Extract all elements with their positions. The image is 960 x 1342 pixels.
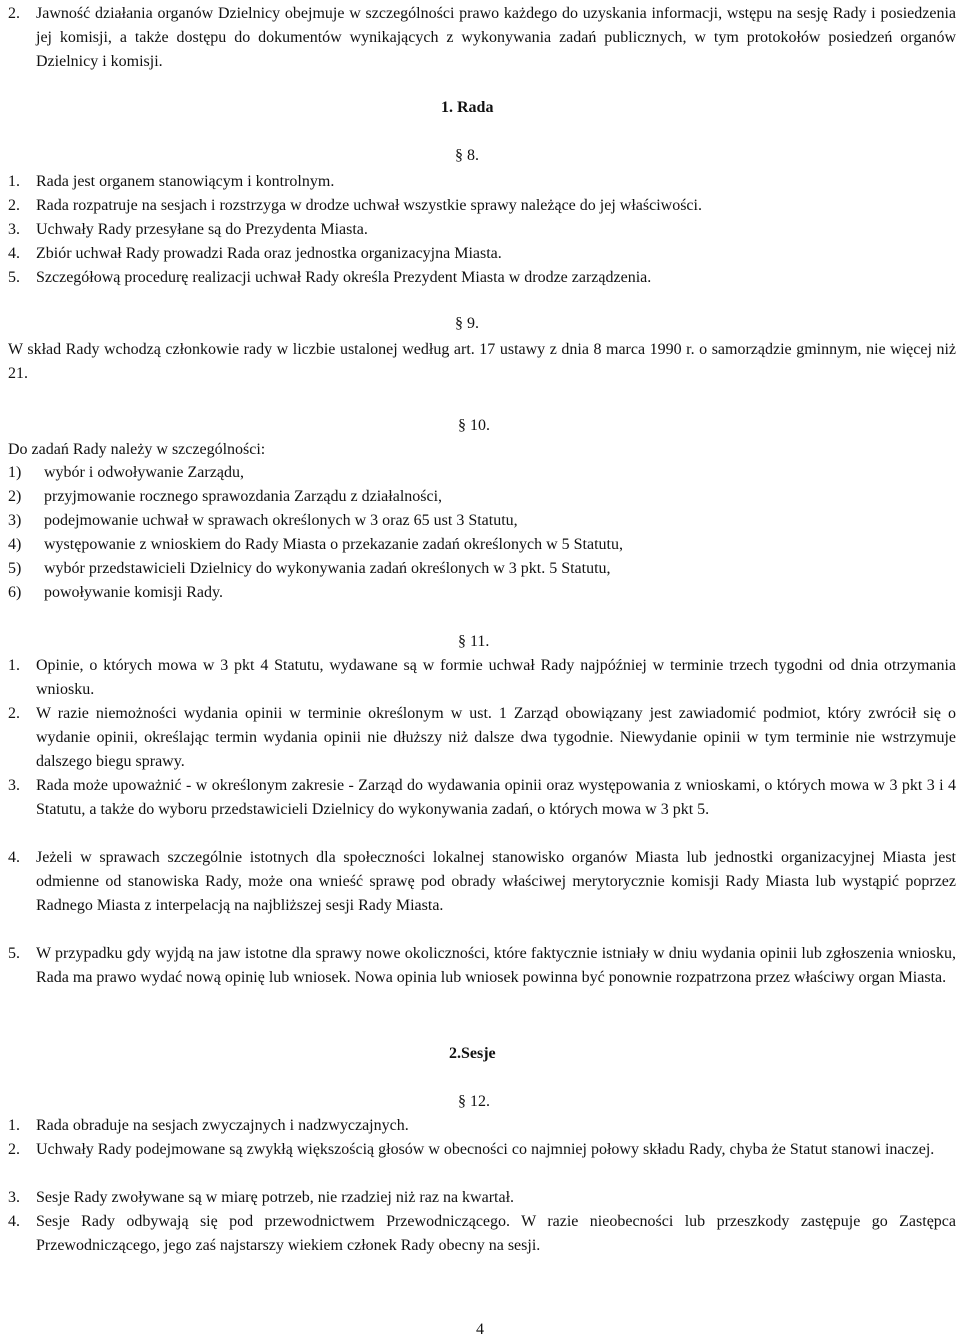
p10-list-item [8, 533, 623, 557]
p12-item [8, 1186, 956, 1210]
paragraph-10-number: 10. [470, 417, 490, 434]
p12-item [8, 1138, 956, 1162]
p11-item [8, 702, 956, 774]
item-text: Sesje Rady odbywają się pod przewodnictwem Przewodniczącego. W razie nieobecności lub przeszkody zastępuje go Zastępca Przewodniczącego, jego zaś najstarszy wiekiem członek Rady obecny na sesji. [36, 1213, 956, 1254]
item-number: 1. [8, 173, 20, 190]
item-number: 4. [8, 849, 20, 866]
item-text: Rada rozpatruje na sesjach i rozstrzyga w drodze uchwał wszystkie sprawy należące do jej właściwości. [36, 197, 702, 214]
paragraph-11-number: 11. [470, 633, 490, 650]
item-text: powoływanie komisji Rady. [44, 584, 223, 601]
paragraph-12-number: 12. [470, 1093, 490, 1110]
section-heading-rada: 1. Rada [441, 99, 494, 116]
item-number: 2. [8, 197, 20, 214]
paragraph-9-number: 9. [467, 315, 479, 332]
p12-item [8, 1210, 956, 1258]
item-text: Jeżeli w sprawach szczególnie istotnych dla społeczności lokalnej stanowisko organów Miasta lub jednostki organizacyjnej Miasta jest odmienne od stanowiska Rady, może ona wnieść sprawę pod obrady właściwej merytorycznie komisji Rady Miasta lub wystąpić poprzez Radnego Miasta z interpelacją na najbliższej sesji Rady Miasta. [36, 849, 956, 914]
p10-list-item [8, 461, 244, 485]
item-text: Opinie, o których mowa w 3 pkt 4 Statutu, wydawane są w formie uchwał Rady najpóźniej w terminie trzech tygodni od dnia otrzymania wniosku. [36, 657, 956, 698]
item-text: W przypadku gdy wyjdą na jaw istotne dla sprawy nowe okoliczności, które faktycznie istniały w dniu wydania opinii lub zgłoszenia wniosku, Rada ma prawo wydać nową opinię lub wniosek. Nowa opinia lub wniosek powinna być ponownie rozpatrzona przez właściwy organ Miasta. [36, 945, 956, 986]
item-number: 1. [8, 657, 20, 674]
paragraph-11-mark: § 11. [458, 633, 490, 650]
p10-list-item [8, 557, 611, 581]
item-number: 5. [8, 945, 20, 962]
item-text: Zbiór uchwał Rady prowadzi Rada oraz jednostka organizacyjna Miasta. [36, 245, 502, 262]
paragraph-9-mark: § 9. [455, 315, 479, 332]
item-text: Uchwały Rady przesyłane są do Prezydenta Miasta. [36, 221, 368, 238]
item-text: Jawność działania organów Dzielnicy obejmuje w szczególności prawo każdego do uzyskania informacji, wstępu na sesję Rady i posiedzenia jej komisji, a także dostępu do dokumentów wynikających z wykonywania zadań publicznych, w tym protokołów posiedzeń organów Dzielnicy i komisji. [36, 5, 956, 70]
item-number: 2. [8, 5, 20, 22]
paragraph-12-mark: § 12. [458, 1093, 490, 1110]
page-number: 4 [476, 1321, 484, 1338]
p8-item [8, 266, 956, 290]
item-number: 4) [8, 536, 22, 553]
p11-item [8, 654, 956, 702]
item-number: 4. [8, 1213, 20, 1230]
p8-item [8, 242, 956, 266]
p11-item [8, 846, 956, 918]
p10-list-item [8, 485, 442, 509]
item-number: 1. [8, 1117, 20, 1134]
item-text: Sesje Rady zwoływane są w miarę potrzeb, nie rzadziej niż raz na kwartał. [36, 1189, 515, 1206]
item-number: 2. [8, 705, 20, 722]
item-number: 5. [8, 269, 20, 286]
p8-item [8, 170, 956, 194]
item-number: 2. [8, 1141, 20, 1158]
p8-item [8, 218, 956, 242]
item-text: Rada obraduje na sesjach zwyczajnych i nadzwyczajnych. [36, 1117, 409, 1134]
paragraph-10-mark: § 10. [458, 417, 490, 434]
item-number: 5) [8, 560, 22, 577]
item-number: 4. [8, 245, 20, 262]
paragraph-8-number: 8. [467, 147, 479, 164]
item-number: 3. [8, 1189, 20, 1206]
p11-item [8, 774, 956, 822]
item-number: 2) [8, 488, 22, 505]
item-text: wybór przedstawicieli Dzielnicy do wykonywania zadań określonych w 3 pkt. 5 Statutu, [44, 560, 611, 577]
item-text: Rada może upoważnić - w określonym zakresie - Zarząd do wydawania opinii oraz występowania z wnioskami, o których mowa w 3 pkt 3 i 4 Statutu, a także do wyboru przedstawicieli Dzielnicy do wykonywania zadań, o których mowa w 3 pkt 5. [36, 777, 956, 818]
p12-item [8, 1114, 956, 1138]
item-number: 1) [8, 464, 22, 481]
item-text: przyjmowanie rocznego sprawozdania Zarządu z działalności, [44, 488, 443, 505]
section-heading-sesje: 2.Sesje [449, 1045, 496, 1062]
item-text: wybór i odwoływanie Zarządu, [44, 464, 244, 481]
p11-item [8, 942, 956, 990]
p8-item [8, 194, 956, 218]
paragraph-10-intro: Do zadań Rady należy w szczególności: [8, 441, 266, 458]
item-text: występowanie z wnioskiem do Rady Miasta o przekazanie zadań określonych w 5 Statutu, [44, 536, 623, 553]
item-text: W razie niemożności wydania opinii w terminie określonym w ust. 1 Zarząd obowiązany jest zawiadomić podmiot, który zwrócił się o wydanie opinii, określając termin wydania opinii nie dłuższy niż dalsze dwa tygodnie. Niewydanie opinii w tym terminie nie wstrzymuje dalszego biegu sprawy. [36, 705, 956, 770]
item-text: Rada jest organem stanowiącym i kontrolnym. [36, 173, 335, 190]
item-text: podejmowanie uchwał w sprawach określonych w 3 oraz 65 ust 3 Statutu, [44, 512, 518, 529]
item-text: Szczegółową procedurę realizacji uchwał Rady określa Prezydent Miasta w drodze zarządzenia. [36, 269, 652, 286]
item-number: 3) [8, 512, 22, 529]
top-paragraph [8, 2, 956, 74]
item-number: 6) [8, 584, 22, 601]
item-text: Uchwały Rady podejmowane są zwykłą większością głosów w obecności co najmniej połowy składu Rady, chyba że Statut stanowi inaczej. [36, 1141, 935, 1158]
p10-list-item [8, 509, 518, 533]
paragraph-8-mark: § 8. [455, 147, 479, 164]
paragraph-9-text: W skład Rady wchodzą członkowie rady w liczbie ustalonej według art. 17 ustawy z dnia 8 marca 1990 r. o samorządzie gminnym, nie więcej niż 21. [8, 341, 956, 382]
item-number: 3. [8, 221, 20, 238]
item-number: 3. [8, 777, 20, 794]
p10-list-item [8, 581, 223, 605]
